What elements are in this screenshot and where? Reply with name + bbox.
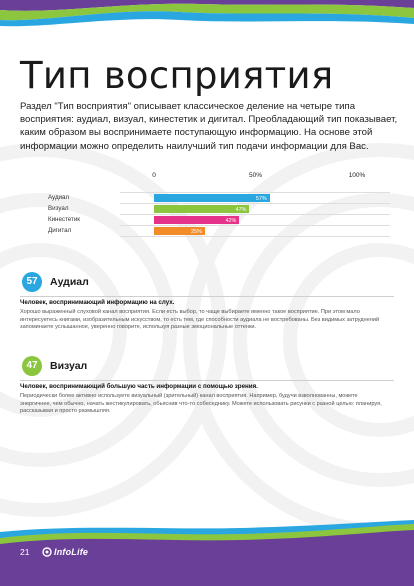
category-label: Кинестетик — [48, 216, 81, 223]
top-wave-decoration — [0, 0, 414, 40]
page-number: 21 — [20, 547, 30, 557]
grid-line — [120, 236, 390, 237]
bar-1 — [154, 194, 270, 202]
section-title: Визуал — [50, 360, 88, 372]
intro-paragraph: Раздел "Тип восприятия" описывает классическое деление на четыре типа восприятия: аудиал, визуал, кинестетик и дигитал. Преобладающий тип показывает, каким образом вы воспринимаете поступающую информацию. На основе этой информации можно определить наилучший тип подачи информации для Вас. — [20, 101, 398, 152]
perception-bar-chart — [0, 168, 414, 248]
grid-line — [120, 214, 390, 215]
category-label: Визуал — [48, 205, 69, 212]
section-title: Аудиал — [50, 276, 89, 288]
score-badge: 57 — [22, 272, 42, 292]
section-subtitle: Человек, воспринимающий информацию на слух. — [20, 299, 175, 306]
category-label: Аудиал — [48, 194, 70, 201]
section-divider — [20, 296, 394, 297]
bar-value-label: 25% — [190, 228, 202, 235]
category-label: Дигитал — [48, 227, 72, 234]
grid-line — [120, 192, 390, 193]
page-title: Тип восприятия — [20, 54, 334, 97]
x-tick-label: 0 — [152, 172, 156, 179]
section-subtitle: Человек, воспринимающий большую часть информации с помощью зрения. — [20, 383, 258, 390]
infolife-logo-text: InfoLife — [54, 547, 89, 557]
section-divider — [20, 380, 394, 381]
grid-line — [120, 225, 390, 226]
infolife-logo-icon — [42, 547, 52, 557]
bar-value-label: 42% — [225, 217, 237, 224]
bar-value-label: 57% — [255, 195, 267, 202]
section-body: Периодически более активно используете визуальный (зрительный) канал восприятия. Например, будучи взволнованны, можете энергичнее, чем обычно, начать жестикулировать, обьяснив что-то собеседнику. Можете использовать рисунки с разной целью: планируя, рассказывая и просто размышляя. — [20, 393, 382, 415]
x-tick-label: 50% — [248, 172, 263, 179]
grid-line — [120, 203, 390, 204]
section-body: Хорошо выраженный слуховой канал восприятия. Если есть выбор, то чаще выбираете именно такое восприятие. При этом мало интересуетесь книгами, изобразительным искусством, то есть тем, где способности аудиала не востребованы. Без видимых затруднений запоминаете услышанное, уверенно говорите, используя разные эмоциональные оттенки. — [20, 309, 380, 331]
bar-value-label: 47% — [235, 206, 247, 213]
score-badge: 47 — [22, 356, 42, 376]
x-tick-label: 100% — [348, 172, 366, 179]
